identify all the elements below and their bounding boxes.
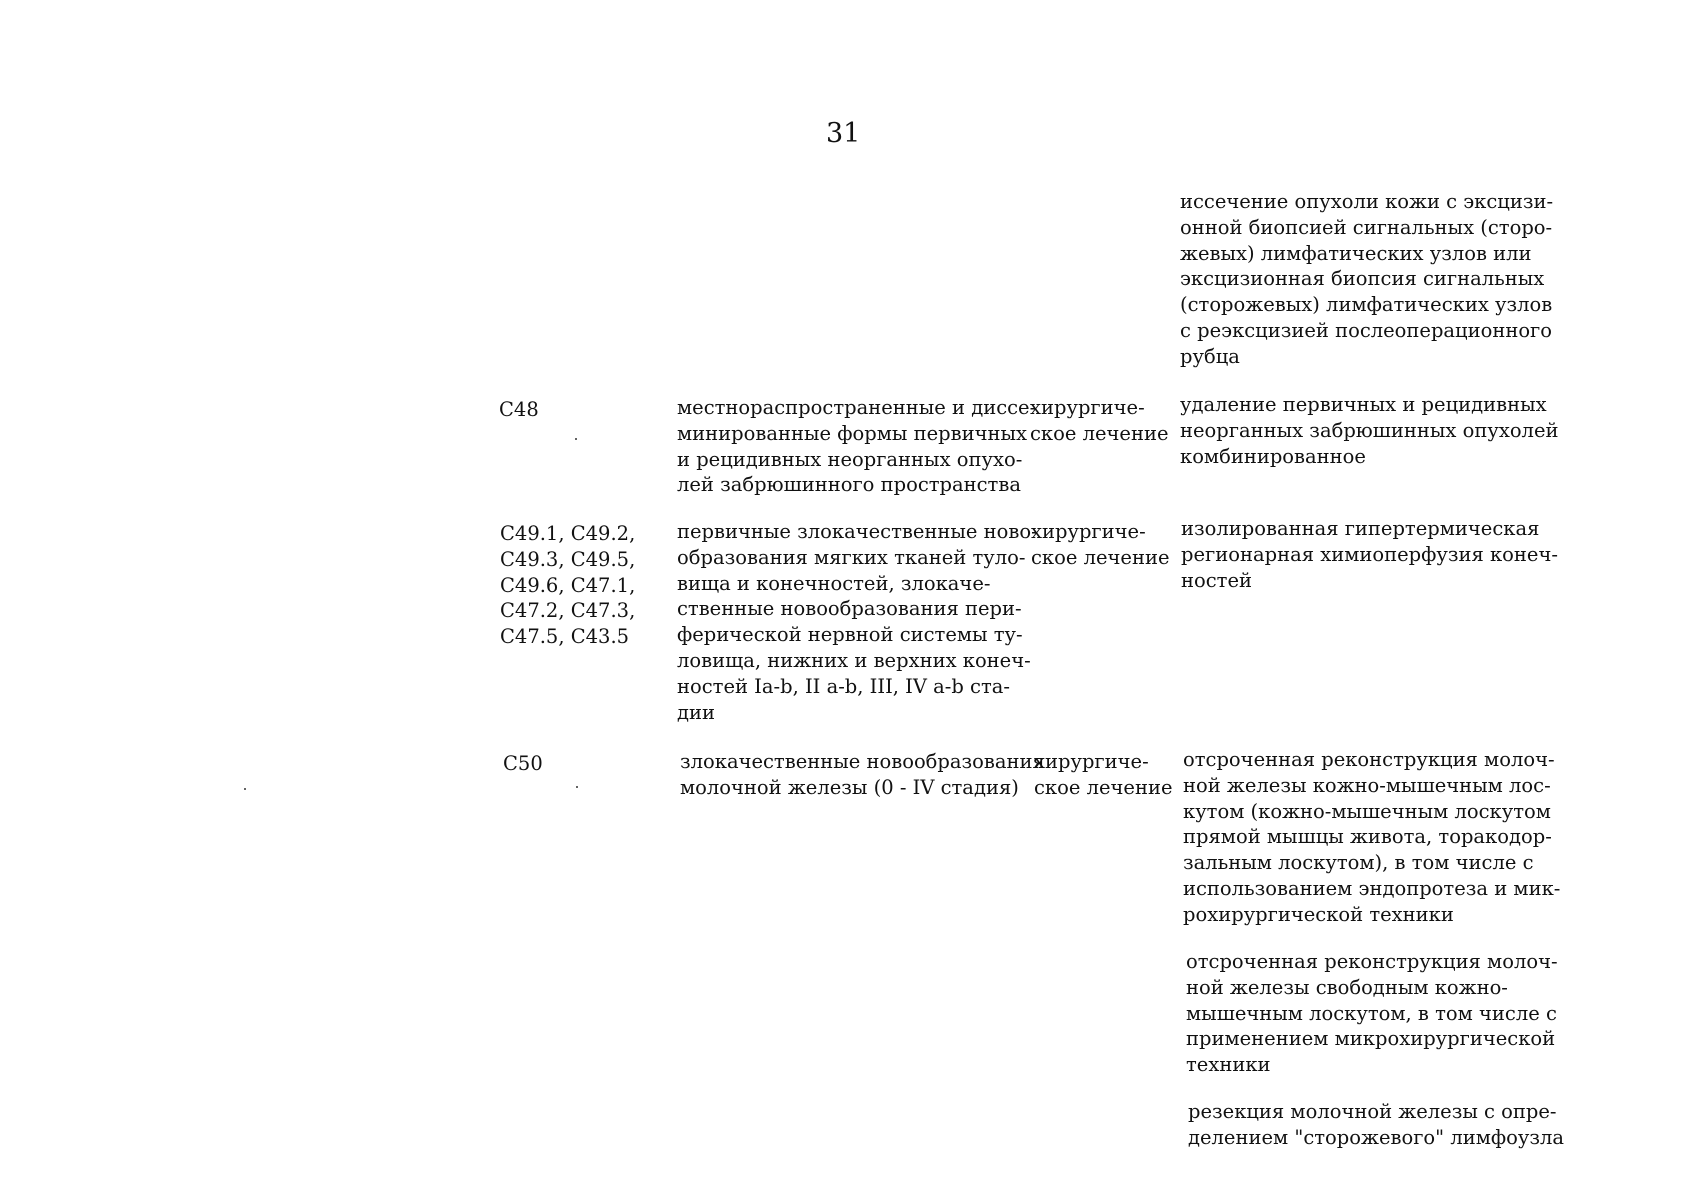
text-line: делением "сторожевого" лимфоузла (1188, 1125, 1565, 1149)
text-line: вища и конечностей, злокаче- (677, 571, 991, 595)
text-line: отсроченная реконструкция молоч- (1186, 950, 1558, 973)
text-line: онной биопсией сигнальных (сторо- (1180, 215, 1553, 239)
text-line: ной железы кожно-мышечным лос- (1183, 773, 1551, 797)
text-line: ское лечение (1030, 421, 1169, 445)
text-line: ственные новообразования пери- (677, 597, 1022, 621)
patient-model-cell (680, 749, 1045, 801)
icd-code: C47.5, C43.5 (500, 625, 630, 649)
text-line: рубца (1180, 344, 1240, 368)
scan-speck (575, 438, 577, 440)
icd-code: C48 (499, 398, 539, 421)
text-line: и рецидивных неорганных опухо- (677, 447, 1023, 471)
text-line: образования мягких тканей туло- (677, 545, 1026, 569)
text-line: ной железы свободным кожно- (1186, 975, 1508, 999)
text-line: молочной железы (0 - IV стадия) (680, 775, 1019, 799)
text-line: резекция молочной железы с опре- (1188, 1100, 1557, 1123)
treatment-method-cell (1188, 1099, 1564, 1151)
text-line: рохирургической техники (1183, 902, 1454, 926)
text-line: иссечение опухоли кожи с эксцизи- (1180, 190, 1554, 213)
text-line: с реэксцизией послеоперационного (1180, 318, 1553, 342)
text-line: техники (1186, 1053, 1271, 1077)
text-line: местнораспространенные и диссе- (677, 396, 1037, 419)
treatment-method-cell (1186, 949, 1558, 1078)
treatment-method-cell (1181, 516, 1558, 593)
icd-code-cell (500, 521, 635, 650)
patient-model-cell (677, 395, 1036, 498)
text-line: эксцизионная биопсия сигнальных (1180, 267, 1545, 291)
text-line: регионарная химиоперфузия конеч- (1181, 542, 1558, 566)
text-line: первичные злокачественные ново- (677, 520, 1038, 543)
text-line: ское лечение (1034, 775, 1173, 799)
text-line: мышечным лоскутом, в том числе с (1186, 1001, 1557, 1025)
text-line: ностей Ia-b, II a-b, III, IV a-b ста- (677, 674, 1010, 698)
text-line: хирургиче- (1030, 396, 1145, 419)
treatment-type-cell (1031, 519, 1169, 571)
method-continuation (1180, 189, 1553, 370)
text-line: ферической нервной системы ту- (677, 623, 1023, 647)
text-line: удаление первичных и рецидивных (1180, 393, 1547, 416)
patient-model-cell (677, 519, 1038, 725)
text-line: ловища, нижних и верхних конеч- (677, 648, 1031, 672)
text-line: отсроченная реконструкция молоч- (1183, 748, 1555, 771)
text-line: минированные формы первичных (677, 421, 1028, 445)
treatment-method-cell (1183, 747, 1560, 928)
text-line: злокачественные новообразования (680, 750, 1045, 773)
text-line: хирургиче- (1034, 750, 1149, 773)
text-line: жевых) лимфатических узлов или (1180, 241, 1532, 265)
scan-speck (244, 788, 246, 790)
icd-code: C47.2, C47.3, (500, 599, 636, 623)
text-line: прямой мышцы живота, торакодор- (1183, 825, 1552, 849)
text-line: применением микрохирургической (1186, 1027, 1556, 1051)
icd-code: C49.1, C49.2, (500, 522, 636, 545)
icd-code-cell (499, 397, 539, 423)
text-line: использованием эндопротеза и мик- (1183, 876, 1561, 900)
text-line: ностей (1181, 568, 1252, 592)
text-line: зальным лоскутом), в том числе с (1183, 851, 1534, 875)
text-line: дии (677, 700, 716, 724)
text-line: изолированная гипертермическая (1181, 517, 1540, 540)
text-line: ское лечение (1031, 545, 1170, 569)
icd-code: C49.6, C47.1, (500, 573, 636, 597)
text-line: (сторожевых) лимфатических узлов (1180, 293, 1553, 317)
text-line: неорганных забрюшинных опухолей (1180, 418, 1559, 442)
text-line: кутом (кожно-мышечным лоскутом (1183, 799, 1551, 823)
treatment-type-cell (1030, 395, 1168, 447)
treatment-method-cell (1180, 392, 1558, 469)
icd-code-cell (503, 751, 543, 777)
page-number: 31 (826, 118, 861, 149)
scan-speck (576, 786, 578, 788)
text-line: лей забрюшинного пространства (677, 473, 1021, 497)
icd-code: C50 (503, 752, 543, 775)
treatment-type-cell (1034, 749, 1172, 801)
text-line: комбинированное (1180, 444, 1366, 468)
icd-code: C49.3, C49.5, (500, 547, 636, 571)
text-line: хирургиче- (1031, 520, 1146, 543)
